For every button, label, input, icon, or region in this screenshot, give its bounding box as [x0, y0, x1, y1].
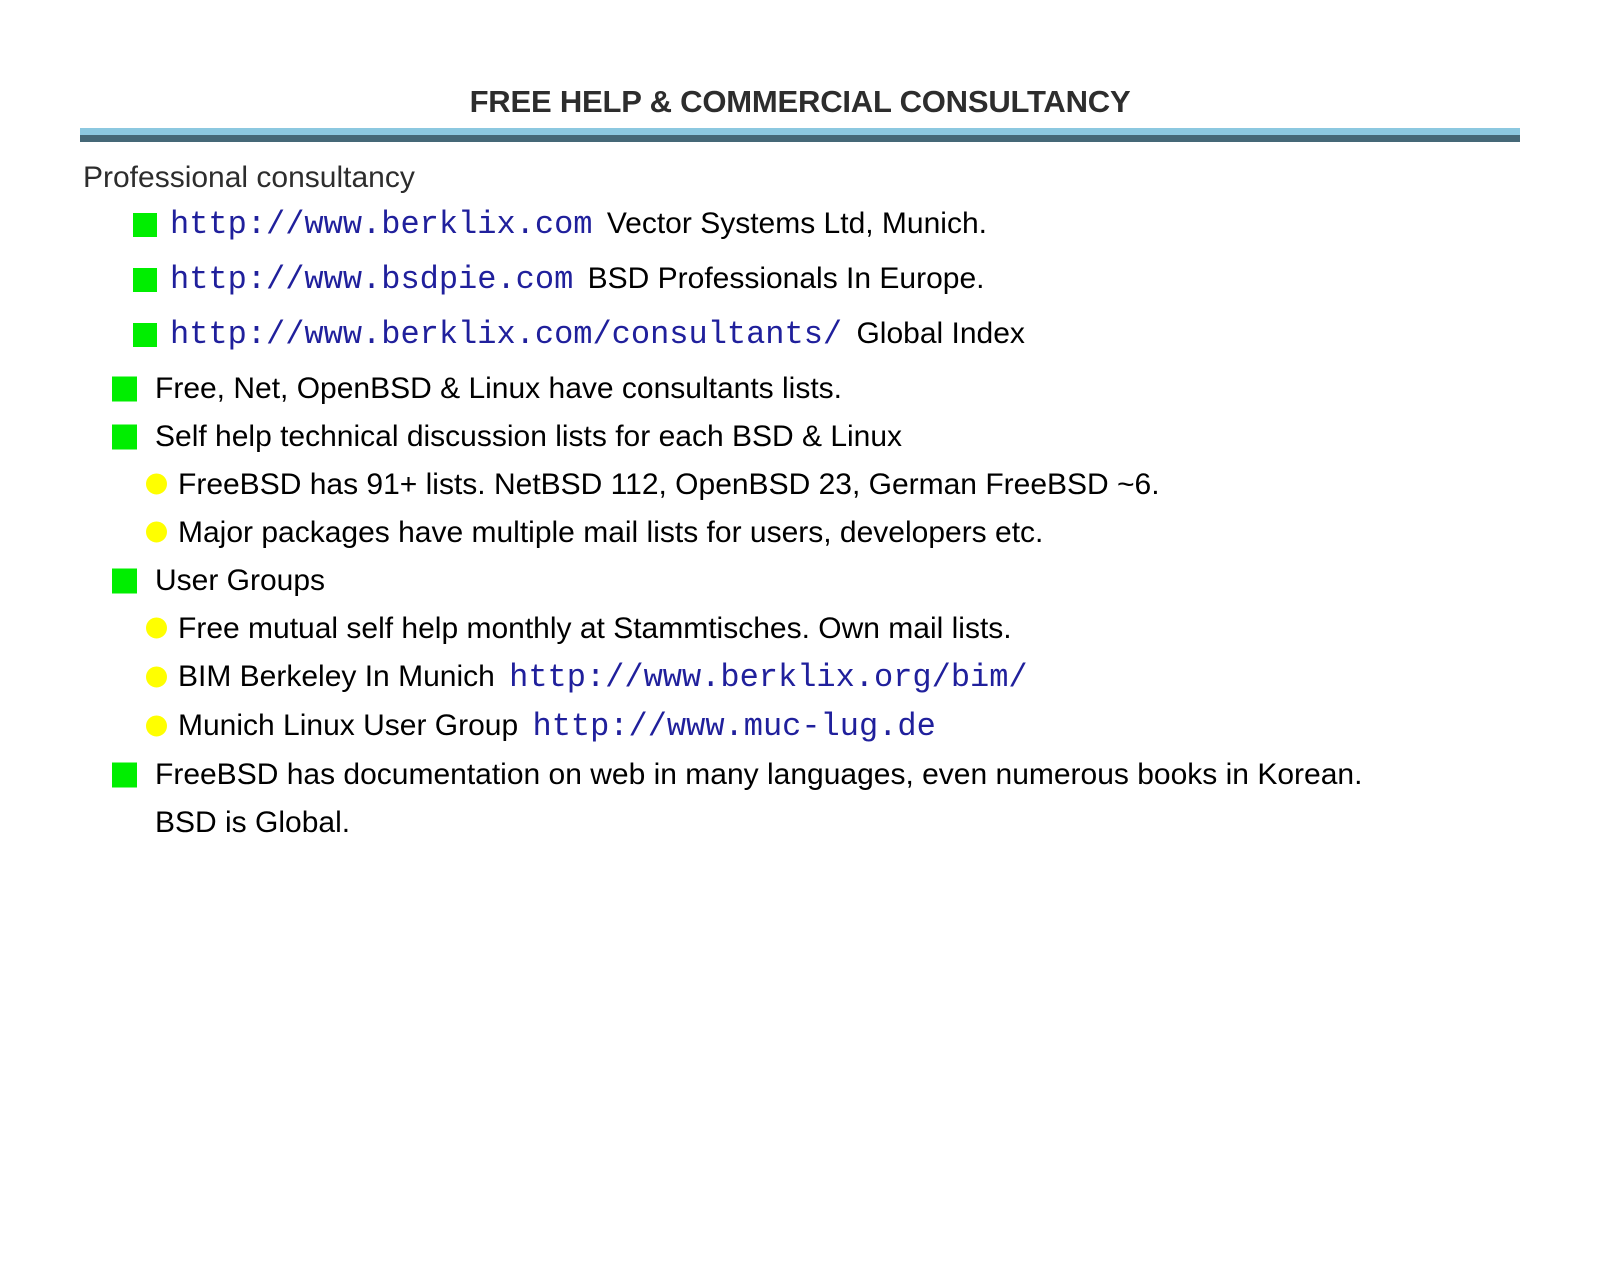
yellow-circle-bullet-icon: [146, 617, 167, 638]
item-text: BSD Professionals In Europe.: [587, 262, 985, 295]
item-text: Self help technical discussion lists for each BSD & Linux: [155, 420, 903, 453]
green-square-bullet-icon: [112, 763, 137, 788]
item-content: [155, 564, 325, 597]
item-content: [155, 758, 1362, 791]
item-content: [170, 261, 985, 298]
item-content: [178, 516, 1043, 549]
bullet-item-main: [0, 561, 1600, 601]
presentation-slide: [0, 84, 1600, 1284]
yellow-circle-bullet-icon: [146, 715, 167, 736]
item-text: Free, Net, OpenBSD & Linux have consultants lists.: [155, 372, 842, 405]
slide-title: FREE HELP & COMMERCIAL CONSULTANCY: [469, 84, 1131, 119]
green-square-bullet-icon: [133, 213, 157, 237]
green-square-bullet-icon: [112, 377, 137, 402]
section-heading: Professional consultancy: [83, 161, 415, 194]
item-text: BSD is Global.: [155, 806, 351, 839]
item-content: [155, 420, 902, 453]
bullet-item-sub: [0, 465, 1600, 505]
item-content: [170, 316, 1025, 353]
item-text: Vector Systems Ltd, Munich.: [606, 207, 987, 240]
item-content: [155, 806, 350, 839]
item-content: [178, 468, 1160, 501]
bullet-list: [0, 204, 1600, 843]
bullet-item-cont: [0, 803, 1600, 843]
bullet-item-sub: [0, 706, 1600, 747]
item-text: FreeBSD has 91+ lists. NetBSD 112, OpenBSD 23, German FreeBSD ~6.: [178, 468, 1160, 501]
item-text: BIM Berkeley In Munich: [178, 660, 495, 693]
green-square-bullet-icon: [112, 425, 137, 450]
url-link[interactable]: http://www.muc-lug.de: [532, 708, 936, 745]
yellow-circle-bullet-icon: [146, 473, 167, 494]
item-content: [170, 206, 987, 243]
bullet-item-sub: [0, 609, 1600, 649]
item-content: [178, 612, 1012, 645]
url-link[interactable]: http://www.berklix.org/bim/: [509, 659, 1028, 696]
url-link[interactable]: http://www.berklix.com: [170, 206, 593, 243]
url-link[interactable]: http://www.bsdpie.com: [170, 261, 574, 298]
url-link[interactable]: http://www.berklix.com/consultants/: [170, 316, 843, 353]
bullet-item-main: [0, 755, 1600, 795]
bullet-item-url: [0, 259, 1600, 300]
divider-dark-band: [80, 135, 1520, 142]
item-text: Free mutual self help monthly at Stammtisches. Own mail lists.: [178, 612, 1012, 645]
item-text: Munich Linux User Group: [178, 709, 519, 742]
title-divider: [80, 128, 1520, 142]
green-square-bullet-icon: [112, 569, 137, 594]
yellow-circle-bullet-icon: [146, 521, 167, 542]
item-content: [155, 372, 842, 405]
bullet-item-url: [0, 204, 1600, 245]
bullet-item-sub: [0, 513, 1600, 553]
divider-light-band: [80, 128, 1520, 135]
bullet-item-sub: [0, 657, 1600, 698]
item-content: [178, 708, 936, 745]
item-text: Major packages have multiple mail lists for users, developers etc.: [178, 516, 1044, 549]
item-text: FreeBSD has documentation on web in many languages, even numerous books in Korean.: [155, 758, 1363, 791]
item-text: User Groups: [155, 564, 326, 597]
item-content: [178, 659, 1028, 696]
bullet-item-main: [0, 417, 1600, 457]
green-square-bullet-icon: [133, 323, 157, 347]
yellow-circle-bullet-icon: [146, 666, 167, 687]
item-text: Global Index: [856, 317, 1025, 350]
bullet-item-main: [0, 369, 1600, 409]
green-square-bullet-icon: [133, 268, 157, 292]
bullet-item-url: [0, 314, 1600, 355]
